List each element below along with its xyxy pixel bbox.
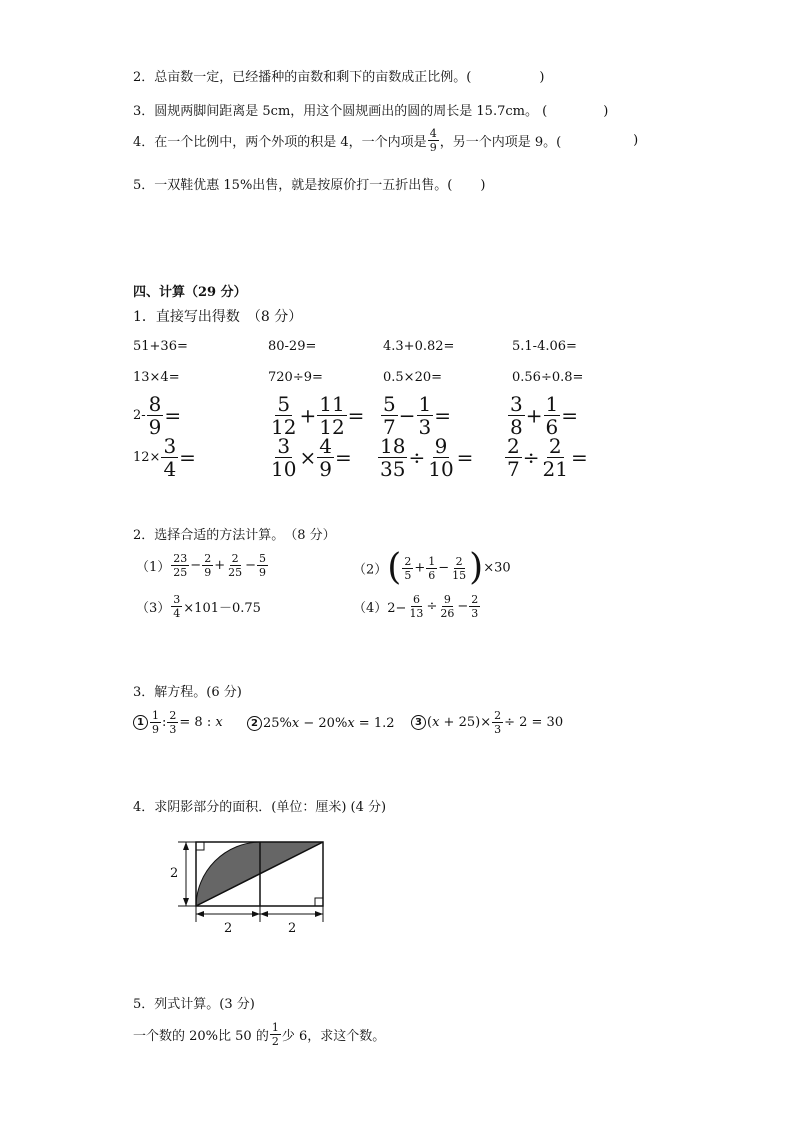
calc-3-3: $\frac{5}{7}$ − $\frac{1}{3}$ =	[383, 392, 451, 439]
right-angle-top	[196, 842, 204, 850]
calc-4-4: $\frac{2}{7}$ ÷ $\frac{2}{21}$ =	[507, 434, 588, 481]
bottom-right-label: 2	[288, 921, 297, 936]
part2-q3: （3） $\frac{3}{4}$ ×101－0.75	[136, 593, 261, 620]
part5-question: 一个数的 20%比 50 的 $\frac{1}{2}$ 少 6，求这个数。	[133, 1021, 386, 1048]
judge-q4: 4．在一个比例中，两个外项的积是 4，一个内项是 $\frac{4}{9}$ ，另一个内项是 9。( )	[133, 127, 639, 154]
part3-title: 3．解方程。(6 分)	[133, 685, 242, 700]
part4-title: 4．求阴影部分的面积．(单位：厘米) (4 分)	[133, 800, 387, 815]
calc-1-3: 4.3+0.82=	[383, 339, 455, 354]
part1-title: 1．直接写出得数 （8 分）	[133, 309, 303, 325]
calc-1-1: 51+36=	[133, 339, 188, 354]
judge-q5: 5．一双鞋优惠 15%出售，就是按原价打一五折出售。( )	[133, 178, 486, 193]
equation-1: 1 $\frac{1}{9}$ : $\frac{2}{3}$ = 8 : x	[133, 710, 223, 735]
calc-3-2: $\frac{5}{12}$ + $\frac{11}{12}$ =	[271, 392, 365, 439]
part2-q2: （2）( $\frac{2}{5}$ + $\frac{1}{6}$ − $\frac{2}{15}$ )×30	[353, 547, 511, 588]
part2-q4: （4）2− $\frac{6}{13}$ ÷ $\frac{9}{26}$ − $\frac{2}{3}$	[353, 593, 479, 620]
calc-4-3: $\frac{18}{35}$ ÷ $\frac{9}{10}$ =	[380, 434, 474, 481]
shaded-area-figure	[160, 830, 340, 940]
calc-4-1: 12× $\frac{3}{4}$ =	[133, 434, 196, 481]
calc-2-2: 720÷9=	[268, 370, 323, 385]
calc-3-1: 2- $\frac{8}{9}$ =	[133, 392, 182, 439]
calc-2-3: 0.5×20=	[383, 370, 443, 385]
part2-q1: （1） $\frac{23}{25}$ − $\frac{2}{9}$ + $\frac{2}{25}$ − $\frac{5}{9}$	[136, 552, 266, 579]
equation-2: 2 25%x − 20%x = 1.2	[247, 716, 395, 731]
judge-q3: 3．圆规两脚间距离是 5cm，用这个圆规画出的圆的周长是 15.7cm。 ( )	[133, 104, 609, 119]
equation-3: 3 (x + 25)× $\frac{2}{3}$ ÷ 2 = 30	[411, 710, 563, 735]
judge-q2: 2．总亩数一定，已经播种的亩数和剩下的亩数成正比例。( )	[133, 70, 545, 85]
right-angle-bottom	[315, 898, 323, 906]
calc-4-2: $\frac{3}{10}$ × $\frac{4}{9}$ =	[271, 434, 352, 481]
calc-1-4: 5.1-4.06=	[512, 339, 577, 354]
calc-3-4: $\frac{3}{8}$ + $\frac{1}{6}$ =	[510, 392, 578, 439]
section-title: 四、计算（29 分）	[133, 285, 247, 300]
calc-2-4: 0.56÷0.8=	[512, 370, 584, 385]
bottom-left-label: 2	[224, 921, 233, 936]
part5-title: 5．列式计算。(3 分)	[133, 997, 255, 1012]
part2-title: 2．选择合适的方法计算。 （8 分）	[133, 528, 336, 543]
calc-2-1: 13×4=	[133, 370, 180, 385]
calc-1-2: 80-29=	[268, 339, 317, 354]
left-label: 2	[170, 866, 179, 881]
